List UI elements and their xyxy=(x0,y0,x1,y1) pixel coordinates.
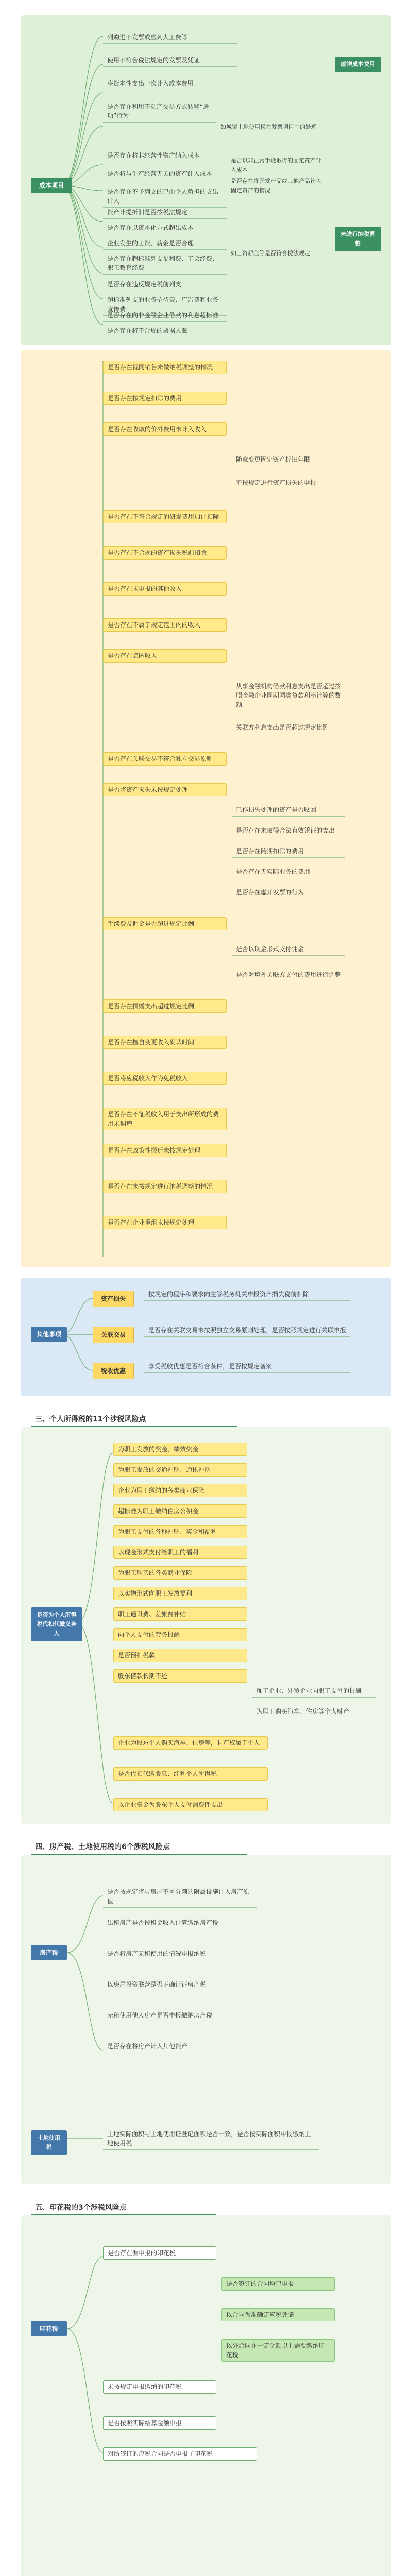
income-item: 是否对境外关联方支付的费用进行调整 xyxy=(232,969,345,981)
iit-item: 以现金形式支付给职工的福利 xyxy=(113,1546,247,1559)
cost-item: 将资本性支出一次计入成本费用 xyxy=(103,77,237,90)
income-item: 是否存在企业重组未按规定处理 xyxy=(103,1216,227,1229)
property-item: 是否按规定将与房屋不可分割的附属设施计入房产原值 xyxy=(103,1886,258,1908)
property-item: 是否存在将房产计入其他资产 xyxy=(103,2040,258,2053)
cost-item: 是否存在以资本化方式超出成本 xyxy=(103,222,227,234)
cost-item: 资产计提折旧是否按税法规定 xyxy=(103,206,227,219)
iit-item: 职工通讯费、差旅费补贴 xyxy=(113,1607,247,1621)
income-item: 是否存在无实际业务的费用 xyxy=(232,866,345,878)
iit-item: 向个人支付的劳务报酬 xyxy=(113,1628,247,1641)
iit-item: 股东借款长期不还 xyxy=(113,1669,247,1683)
iit-item: 为职工支付的各种补贴、奖金和福利 xyxy=(113,1525,247,1538)
income-item: 是否存在不属于规定范围内的收入 xyxy=(103,618,227,632)
income-item: 是否存在不征税收入用于支出所形成的费用未调增 xyxy=(103,1108,227,1130)
cost-item: 是否存在不予列支的已由个人负担的支出计入 xyxy=(103,185,227,208)
property-tax-root: 房产税 xyxy=(31,1945,67,1960)
cost-item: 如城镇土地使用税在发票项目中的处理 xyxy=(220,124,317,130)
income-item: 已作损失处理的资产是否收回 xyxy=(232,804,345,817)
iit-root: 是否为个人所得税代扣代缴义务人 xyxy=(31,1607,82,1641)
iit-item: 为职工购买的各类商业保险 xyxy=(113,1566,247,1580)
cost-item: 是否以非正常手段取得的固定资产计入成本 xyxy=(231,157,321,173)
stamp-item: 是否存在漏申报的印花税 xyxy=(103,2246,216,2260)
income-item: 是否存在未按规定进行纳税调整的情况 xyxy=(103,1180,227,1193)
other-items-root: 其他事项 xyxy=(31,1327,67,1342)
section-title-iit: 三、个人所得税的11个涉税风险点 xyxy=(31,1412,237,1427)
iit-item: 是否预扣税款 xyxy=(113,1649,247,1662)
income-item: 是否存在按规定扣除的费用 xyxy=(103,392,227,405)
cost-item: 是否存在将非经营性资产纳入成本 xyxy=(103,149,227,162)
cost-item: 是否存在将不合规的票据入账 xyxy=(103,325,227,337)
income-item: 是否存在捐赠支出超过规定比例 xyxy=(103,999,227,1013)
income-item: 随意变更固定资产折旧年限 xyxy=(232,453,345,466)
income-item: 是否存在未取得合法有效凭证的支出 xyxy=(232,824,345,837)
income-item: 是否存在未申报的其他收入 xyxy=(103,582,227,596)
iit-item: 为职工发放的奖金、绩效奖金 xyxy=(113,1443,247,1456)
stamp-item: 未按规定申报缴纳的印花税 xyxy=(103,2380,216,2394)
income-item: 是否存在收取的价外费用未计入收入 xyxy=(103,422,227,436)
income-item: 是否将资产损失未按规定处理 xyxy=(103,783,227,796)
section-title-stamp: 五、印花税的3个涉税风险点 xyxy=(31,2200,216,2215)
iit-item: 加工企业、外贸企业向职工支付的报酬 xyxy=(252,1685,376,1698)
iit-item: 超标准为职工缴纳住房公积金 xyxy=(113,1504,247,1518)
income-item: 从事金融机构借款利息支出是否超过按照金融企业同期同类贷款利率计算的数额 xyxy=(232,680,345,711)
section-title-property: 四、房产税、土地使用税的6个涉税风险点 xyxy=(31,1839,247,1855)
stamp-item: 是否签订的合同均已申报 xyxy=(221,2277,335,2291)
cost-item: 是否存在将开发产品或其他产品计入固定资产的情况 xyxy=(231,178,321,194)
stamp-item: 对所签订的应税合同是否申报了印花税 xyxy=(103,2447,258,2461)
tag-no-tax-adjustment: 未进行纳税调整 xyxy=(335,227,381,251)
income-item: 是否存在虚开发票的行为 xyxy=(232,886,345,899)
stamp-item: 以外合同在一定金额以上需要缴纳印花税 xyxy=(221,2339,335,2362)
tag-asset-loss: 资产损失 xyxy=(93,1291,134,1307)
cost-item: 使用不符合税法规定的发票及凭证 xyxy=(103,54,237,67)
iit-item: 为职工购买汽车、住房等个人财产 xyxy=(252,1705,376,1718)
income-item: 是否以现金形式支付佣金 xyxy=(232,943,345,956)
iit-item: 企业为职工缴纳的各类商业保险 xyxy=(113,1484,247,1497)
cost-item: 超标准列支的业务招待费、广告费和业务宣传费 xyxy=(103,294,227,316)
income-item: 是否存在跨期扣除的费用 xyxy=(232,845,345,858)
income-item: 是否存在不符合规定的研发费用加计扣除 xyxy=(103,510,227,523)
cost-item: 是否存在超标准列支福利费、工会经费、职工教育经费 xyxy=(103,252,227,275)
stamp-item: 以合同为准确定应税凭证 xyxy=(221,2308,335,2321)
iit-item: 是否代扣代缴股息、红利个人所得税 xyxy=(113,1767,268,1781)
other-item: 是否存在关联交易未按照独立交易原则处理，是否按照规定进行关联申报 xyxy=(144,1324,350,1337)
income-item: 是否存在关联交易不符合独立交易原则 xyxy=(103,752,227,766)
iit-item: 企业为股东个人购买汽车、住房等，且产权属于个人 xyxy=(113,1736,268,1750)
income-item: 是否存在不合规的资产损失税前扣除 xyxy=(103,546,227,560)
cost-items-root: 成本项目 xyxy=(31,178,72,193)
income-item: 是否将应税收入作为免税收入 xyxy=(103,1072,227,1085)
cost-item: 是否将与生产经营无关的资产计入成本 xyxy=(103,167,227,180)
property-item: 是否将房产无租使用的情况申报纳税 xyxy=(103,1947,258,1960)
cost-item: 企业发生的工资、薪金是否合理 xyxy=(103,237,227,250)
cost-item: 是否存在利用不动产交易方式转移“进项”行为 xyxy=(103,100,216,123)
cost-item: 是否存在向非金融企业借款的利息超标准 xyxy=(103,309,227,322)
income-item: 是否存在视同销售未做纳税调整的情况 xyxy=(103,361,227,374)
cost-item: 如工资薪金等是否符合税法规定 xyxy=(231,250,310,257)
stamp-tax-root: 印花税 xyxy=(31,2321,67,2336)
cost-item: 是否存在违反规定税前列支 xyxy=(103,278,227,291)
property-item: 以房屋投资联营是否正确计征房产税 xyxy=(103,1978,258,1991)
tag-related-party: 关联交易 xyxy=(93,1327,134,1343)
income-item: 是否存在擅自变更收入确认时间 xyxy=(103,1036,227,1049)
tag-tax-incentive: 税收优惠 xyxy=(93,1363,134,1379)
other-item: 享受税收优惠是否符合条件，是否按规定备案 xyxy=(144,1360,350,1373)
stamp-item: 是否按照实际结算金额申报 xyxy=(103,2416,216,2430)
iit-item: 以实物形式向职工发放福利 xyxy=(113,1587,247,1600)
iit-item: 为职工发放的交通补贴、通讯补贴 xyxy=(113,1463,247,1477)
property-item: 无租使用他人房产是否申报缴纳房产税 xyxy=(103,2009,258,2022)
other-item: 按规定的程序和要求向主管税务机关申报资产损失税前扣除 xyxy=(144,1288,350,1301)
income-item: 是否存在政策性搬迁未按规定处理 xyxy=(103,1144,227,1157)
land-use-tax-root: 土地使用税 xyxy=(31,2130,67,2155)
income-item: 是否存在隐匿收入 xyxy=(103,649,227,663)
property-item: 出租房产是否按租金收入计算缴纳房产税 xyxy=(103,1917,258,1929)
income-item: 不按规定进行资产损失的申报 xyxy=(232,477,345,489)
tag-inflated-costs: 虚增成本费用 xyxy=(335,57,381,72)
cost-item: 列购进不发票或虚列人工费等 xyxy=(103,31,237,44)
income-item: 关联方利息支出是否超过规定比例 xyxy=(232,721,345,734)
income-item: 手续费及佣金是否超过规定比例 xyxy=(103,917,227,930)
land-item: 土地实际面积与土地使用证登记面积是否一致，是否按实际面积申报缴纳土地使用税 xyxy=(103,2128,319,2150)
iit-item: 以企业资金为股东个人支付消费性支出 xyxy=(113,1798,268,1811)
